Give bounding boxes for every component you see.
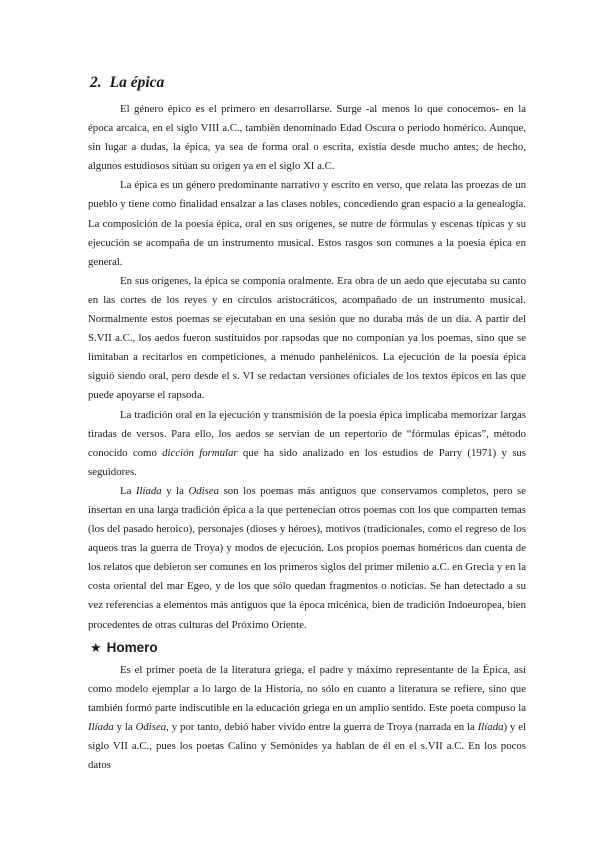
homero-text-b: y la (113, 720, 136, 733)
paragraph-5-text-c: son los poemas más antiguos que conservamos completos, pero se insertan en una larga tradición épica a la que pertenecían otros poemas con los que comparten temas (los del pasado heroico), personajes (dioses y héroes), motivos (tradicionales, como el regreso de los aqueos tras la guerra de Troya) y modos de ejecución. Los propios poemas homéricos dan cuenta de los relatos que debieron ser comunes en los primeros siglos del primer milenio a.C. en Grecia y en la costa oriental del mar Egeo, y de los que sólo quedan fragmentos o noticias. Se han detectado a su vez referencias a elementos más antiguos que la época micénica, bien de tradición Indoeuropea, bien procedentes de otras culturas del Próximo Oriente. (88, 484, 526, 631)
paragraph-4 (88, 406, 526, 482)
homero-italic-iliada: Ilíada (88, 720, 114, 733)
paragraph-4-text-b: que ha sido analizado en los estudios de Parry (1971) y sus seguidores. (88, 446, 526, 478)
paragraph-4-text-a: La tradición oral en la ejecución y transmisión de la poesía épica implicaba memorizar largas tiradas de versos. Para ello, los aedos se servían de un repertorio de “fórmulas épicas”, método conocido como (88, 408, 526, 459)
subsection-title: Homero (106, 639, 158, 655)
section-heading (90, 72, 526, 94)
paragraph-4-italic-term: dicción formular (162, 446, 238, 459)
subsection-heading (90, 638, 526, 658)
section-title: La épica (109, 74, 165, 91)
paragraph-5-text-a: La (120, 484, 136, 497)
homero-text-c: y por tanto, debió haber vivido entre la guerra de Troya (narrada en la (168, 720, 478, 733)
star-icon: ★ (90, 640, 102, 656)
section-number: 2. (90, 74, 102, 91)
paragraph-homero (88, 661, 526, 776)
paragraph-5-italic-iliada: Ilíada (135, 484, 162, 497)
paragraph-5-italic-odisea: Odisea (188, 484, 220, 497)
paragraph-5-text-b: y la (161, 484, 189, 497)
page-content (88, 72, 526, 775)
homero-italic-odisea: Odisea, (135, 720, 169, 733)
paragraph-3: En sus orígenes, la épica se componía oralmente. Era obra de un aedo que ejecutaba su canto en las cortes de los reyes y en círculos aristocráticos, acompañado de un instrumento musical. Normalmente estos poemas se ejecutaban en una sesión que no duraba más de un día. A partir del S.VII a.C., los aedos fueron sustituidos por rapsodas que no componían ya los poemas, sino que se limitaban a recitarlos en competiciones, a menudo panhelénicos. La ejecución de la poesía épica siguió siendo oral, pero desde el s. VI se redactan versiones oficiales de los textos épicos en las que puede apoyarse el rapsoda. (88, 274, 526, 402)
homero-italic-iliada-2: Ilíada (477, 720, 504, 733)
paragraph-5 (88, 482, 526, 635)
homero-text-d: ) y el siglo VII a.C., pues los poetas Calino y Semónides ya hablan de él en el s.VII a.C. En los pocos datos (88, 720, 527, 772)
paragraph-2: La épica es un género predominante narrativo y escrito en verso, que relata las proezas de un pueblo y tiene como finalidad ensalzar a las clases nobles, concediendo gran espacio a la genealogía. La composición de la poesía épica, oral en sus orígenes, se nutre de fórmulas y escenas típicas y su ejecución se acompaña de un instrumento musical. Estos rasgos son comunes a la poesía épica en general. (88, 179, 526, 268)
paragraph-1: El género épico es el primero en desarrollarse. Surge -al menos lo que conocemos- en la época arcaica, en el siglo VIII a.C., también denominado Edad Oscura o periodo homérico. Aunque, sin lugar a dudas, la épica, ya sea de forma oral o escrita, existía desde mucho antes; de hecho, algunos estudiosos sitúan su origen ya en el siglo XI a.C. (88, 103, 526, 173)
homero-text-a: Es el primer poeta de la literatura griega, el padre y máximo representante de la Épica, así como modelo ejemplar a lo largo de la Historia, no sólo en cuanto a literatura se refiere, sino que también formó parte indiscutible en la educación griega en un amplio sentido. Este poeta compuso la (88, 663, 526, 714)
